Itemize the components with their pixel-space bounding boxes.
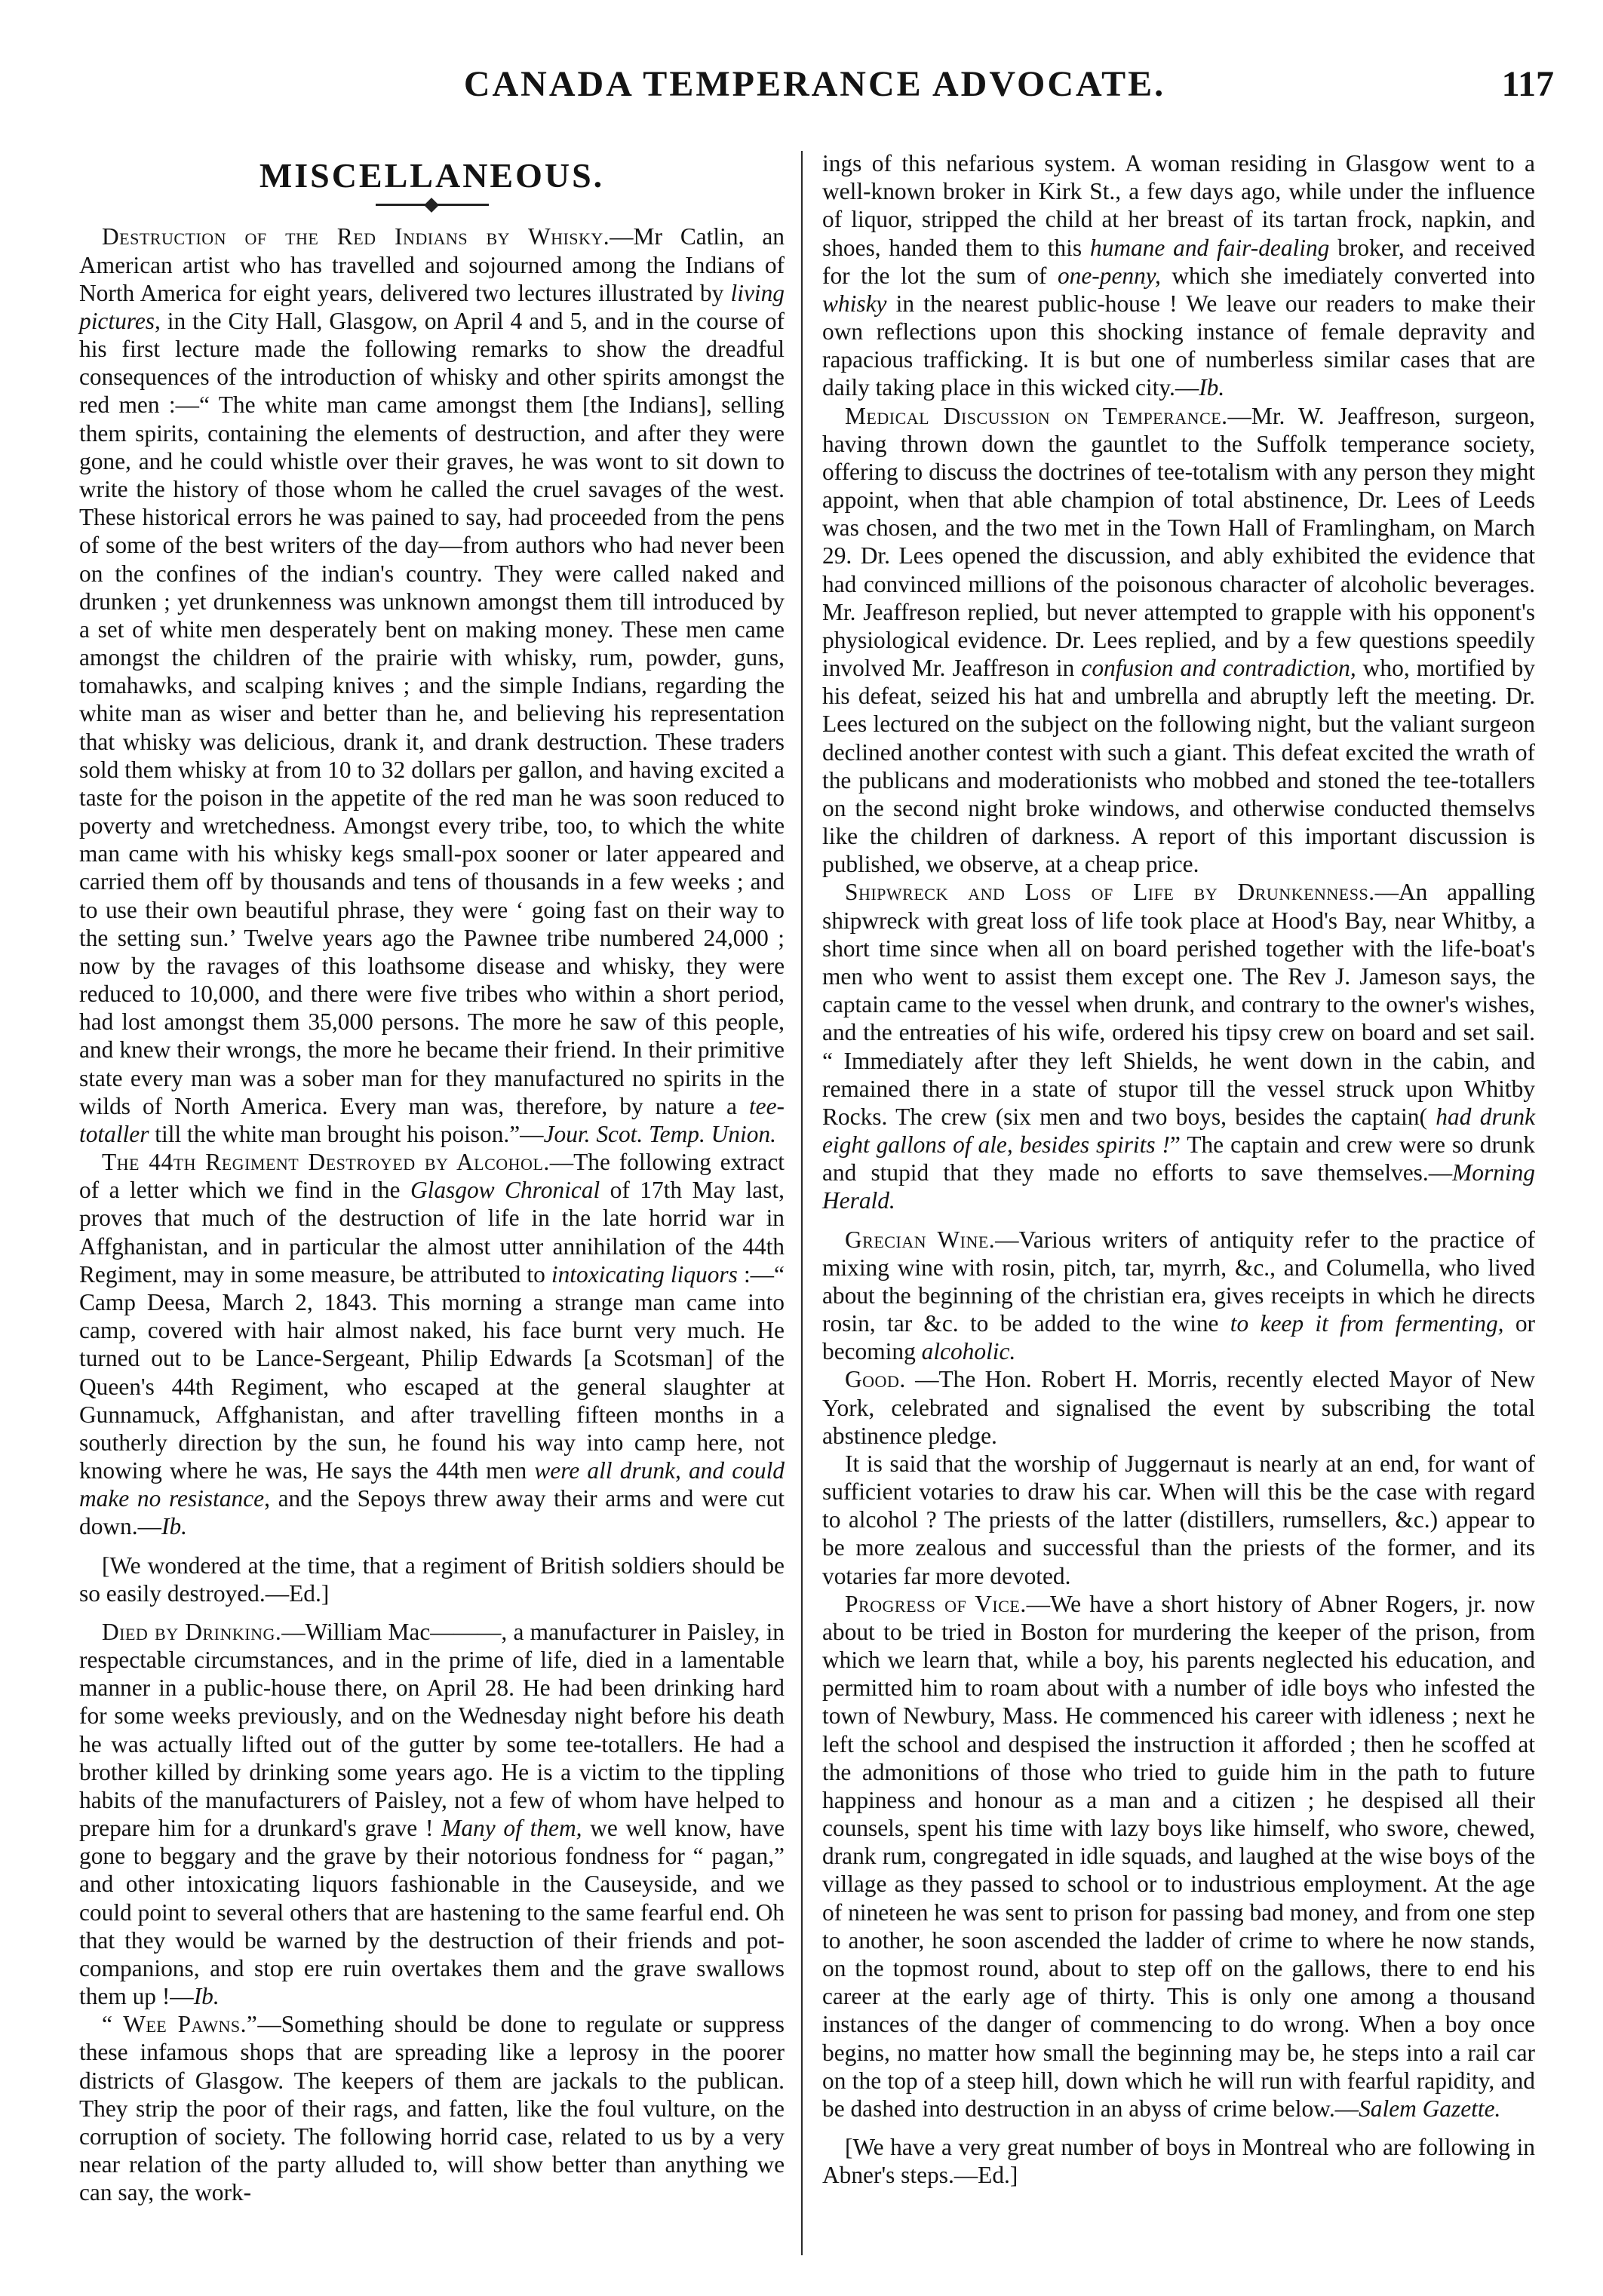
article-text: ings of this nefarious system. A woman residing in Glasgow went to a well-known broker in Kirk St., a few days ago, while under the influence of liquor, stripped the child at her breast of its tartan frock, napkin, and shoes, handed them to this — [822, 150, 1535, 261]
article-source: Salem Gazette. — [1359, 2095, 1501, 2122]
article-emphasis: living pictures — [79, 279, 785, 334]
article-title: Destruction of the Red Indians by Whisky. — [102, 223, 610, 250]
article-text: —Mr Catlin, an American artist who has travelled and sojourned among the Indians of North America for eight years, delivered two lectures illustrated by — [79, 223, 785, 306]
article-grecian-wine — [822, 1226, 1535, 1366]
article-text: —The Hon. Robert H. Morris, recently elected Mayor of New York, celebrated and signalised the event by subscribing the total abstinence pledge. — [822, 1366, 1535, 1449]
article-44th-regiment — [79, 1148, 785, 1540]
article-text: :—“ Camp Deesa, March 2, 1843. This morning a strange man came into camp, covered with hair almost naked, his face burnt very much. He turned out to be Lance-Sergeant, Philip Edwards [a Scotsman] of the Queen's 44th Regiment, who escaped at the general slaughter at Gunnamuck, Affghanistan, and after travelling fifteen months in a southerly direction by the sun, he found his way into camp here, not knowing where he was, He says the 44th men — [79, 1260, 785, 1484]
article-text: —Mr. W. Jeaffreson, surgeon, having thrown down the gauntlet to the Suffolk temperance society, offering to discuss the doctrines of tee-totalism with any person they might appoint, when that able champion of total abstinence, Dr. Lees of Leeds was chosen, and the two met in the Town Hall of Framlingham, on March 29. Dr. Lees opened the discussion, and ably exhibited the evidence that had convinced millions of the poisonous character of alcoholic beverages. Mr. Jeaffreson replied, but never attempted to grapple with his opponent's physiological evidence. Dr. Lees replied, and by a few questions speedily involved Mr. Jeaffreson in — [822, 402, 1535, 682]
page-number: 117 — [1501, 64, 1554, 104]
article-emphasis: alcoholic. — [921, 1338, 1016, 1365]
page-header — [75, 63, 1554, 124]
article-title: Good. — [845, 1366, 906, 1393]
article-text: which she imediately converted into — [1160, 262, 1535, 289]
article-source: Ib. — [193, 1983, 220, 2010]
section-heading: MISCELLANEOUS. — [259, 156, 605, 195]
article-emphasis: were all drunk, and could make no resistance — [79, 1457, 785, 1512]
article-emphasis: to keep it from fermenting, — [1230, 1310, 1504, 1337]
article-text: we well know, have gone to beggary and the grave by their notorious fondness for “ pagan,” and other intoxicating liquors fashionable in the Causeyside, and we could point to several others that are hastening to the same fearful end. Oh that they would be warned by the destruction of their friends and pot-companions, and stop ere ruin overtakes them and the grave swallows them up !— — [79, 1815, 785, 2010]
article-source: Ib. — [1199, 374, 1225, 401]
article-emphasis: one-penny, — [1057, 262, 1161, 289]
article-emphasis: Glasgow Chronical — [410, 1177, 600, 1204]
article-juggernaut: It is said that the worship of Juggernaut is nearly at an end, for want of sufficient votaries to draw his car. When will this be the case with regard to alcohol ? The priests of the latter (distillers, rumsellers, &c.) appear to be more zealous and successful than the priests of the former, and its votaries far more devoted. — [822, 1450, 1535, 1589]
article-title: Shipwreck and Loss of Life by Drunkenness. — [845, 879, 1375, 906]
article-text: broker, and received for the lot the sum of — [822, 234, 1536, 289]
editor-note: [We have a very great number of boys in Montreal who are following in Abner's steps.—Ed.] — [822, 2134, 1535, 2189]
article-title: Medical Discussion on Temperance. — [845, 402, 1228, 429]
article-emphasis: had drunk eight gallons of ale, besides spirits ! — [822, 1103, 1536, 1159]
article-wee-pawns — [79, 2010, 785, 2206]
left-column — [79, 149, 785, 2246]
article-emphasis: tee-totaller — [79, 1092, 785, 1147]
article-text: —An appalling shipwreck with great loss of life took place at Hood's Bay, near Whitby, a short time since when all on board perished together with the life-boat's men who went to assist them except one. The Rev J. Jameson says, the captain came to the vessel when drunk, and contrary to the owner's wishes, and the entreaties of his wife, ordered his tipsy crew on board and set sail. “ Immediately after they left Shields, he went down in the cabin, and remained there in a state of stupor till the vessel struck upon Whitby Rocks. The crew (six men and two boys, besides the captain( — [822, 879, 1535, 1130]
article-source: Morning Herald. — [822, 1159, 1535, 1214]
article-title: Died by Drinking. — [102, 1618, 282, 1645]
article-progress-of-vice — [822, 1590, 1535, 2123]
article-title: “ Wee Pawns.” — [102, 2011, 258, 2038]
editor-note: [We wondered at the time, that a regiment of British soldiers should be so easily destroyed.—Ed.] — [79, 1552, 785, 1607]
article-text: ” The captain and crew were so drunk and stupid that they made no efforts to save themselves.— — [822, 1131, 1535, 1186]
article-title: The 44th Regiment Destroyed by Alcohol. — [102, 1149, 550, 1176]
article-title: Progress of Vice. — [845, 1590, 1027, 1617]
article-emphasis: humane and fair-dealing — [1089, 234, 1330, 261]
article-emphasis: whisky — [822, 290, 887, 317]
article-source: Ib. — [161, 1513, 187, 1540]
article-shipwreck — [822, 878, 1535, 1214]
article-medical-discussion — [822, 402, 1535, 879]
article-source: Jour. Scot. Temp. Union. — [543, 1120, 776, 1147]
article-good — [822, 1365, 1535, 1450]
journal-title: CANADA TEMPERANCE ADVOCATE. — [463, 64, 1166, 104]
right-column — [822, 149, 1535, 2246]
article-text: —The following extract of a letter which we find in the — [79, 1149, 785, 1204]
article-died-by-drinking — [79, 1618, 785, 2010]
article-text: or becoming — [822, 1310, 1536, 1365]
article-text: —Something should be done to regulate or suppress these infamous shops that are spreading like a leprosy in the poorer districts of Glasgow. The keepers of them are jackals to the publican. They strip the poor of their rags, and fatten, like the foul vulture, on the corruption of society. The following horrid case, related to us by a very near relation of the party alluded to, will show better than anything we can say, the work- — [79, 2011, 785, 2206]
article-text: of 17th May last, proves that much of the destruction of life in the late horrid war in Affghanistan, and in particular the almost utter annihilation of the 44th Regiment, may in some measure, be attributed to — [79, 1177, 785, 1288]
article-text: —Various writers of antiquity refer to the practice of mixing wine with rosin, pitch, tar, myrrh, &c., and Columella, who lived about the beginning of the christian era, gives receipts in which he directs rosin, tar &c. to be added to the wine — [822, 1226, 1536, 1337]
article-emphasis: intoxicating liquors — [551, 1260, 738, 1288]
article-red-indians — [79, 223, 785, 1148]
article-title: Grecian Wine. — [845, 1226, 996, 1253]
column-divider — [801, 151, 803, 2255]
article-text: —William Mac———, a manufacturer in Paisley, in respectable circumstances, and in the prime of life, died in a lamentable manner in a public-house there, on April 28. He had been drinking hard for some weeks previously, and on the Wednesday night before his death he was actually lifted out of the gutter by some tee-totallers. He had a brother killed by drinking some years ago. He is a victim to the tippling habits of the manufacturers of Paisley, not a few of whom have helped to prepare him for a drunkard's grave ! — [79, 1618, 785, 1842]
article-text: , in the City Hall, Glasgow, on April 4 and 5, and in the course of his first lecture made the following remarks to show the dreadful consequences of the introduction of whisky and other spirits amongst the red men :—“ The white man came amongst them [the Indians], selling them spirits, containing the elements of destruction, and after they were gone, and he could whistle over their graves, he was wont to sit down to write the history of those whom he called the cruel savages of the west. These historical errors he was pained to say, had proceeded from the pens of some of the best writers of the day—from authors who had never been on the confines of the indian's country. They were called naked and drunken ; yet drunkenness was unknown amongst them till introduced by a set of white men desperately bent on making money. These men came amongst the children of the prairie with whisky, rum, powder, guns, tomahawks, and scalping knives ; and the simple Indians, regarding the white man as wiser and better than he, and believing his representation that whisky was delicious, drank it, and drank destruction. These traders sold them whisky at from 10 to 32 dollars per gallon, and having excited a taste for the poison in the appetite of the red man he was soon reduced to poverty and wretchedness. Amongst every tribe, too, to which the white man came with his whisky kegs small-pox sooner or later appeared and carried them off by thousands and tens of thousands in a few weeks ; and to use their own beautiful phrase, they were ‘ going fast on their way to the setting sun.’ Twelve years ago the Pawnee tribe numbered 24,000 ; now by the ravages of this loathsome disease and whisky, they were reduced to 10,000, and there were five tribes who within a short period, had lost amongst them 35,000 persons. The more he saw of this people, and knew their wrongs, the more he became their friend. In their primitive state every man was a sober man for they manufactured no spirits in the wilds of North America. Every man was, therefore, by nature a — [79, 307, 785, 1119]
article-wee-pawns-continued — [822, 149, 1535, 402]
article-emphasis: confusion and contradiction, — [1081, 655, 1356, 682]
article-text: —We have a short history of Abner Rogers, jr. now about to be tried in Boston for murdering the keeper of the prison, from which we learn that, while a boy, his parents neglected his education, and permitted him to roam about with a number of idle boys who infested the town of Newbury, Mass. He commenced his career with idleness ; next he left the school and despised the instruction it afforded ; then he scoffed at the admonitions of those who tried to guide him in the path to future happiness and honour as a man and a citizen ; he despised all their counsels, spent his time with lazy boys like himself, who swore, chewed, drank rum, congregated in idle squads, and laughed at the wise boys of the village as they passed to school or to industrious employment. At the age of nineteen he was sent to prison for passing bad money, and from one step to another, he soon ascended the ladder of crime to where he now stands, on the topmost round, about to step off on the gallows, there to end his career at the early age of thirty. This is only one among a thousand instances of the danger of commencing to do wrong. When a boy once begins, no matter how small the beginning may be, he steps into a rail car on the top of a steep hill, down which he will run with fearful rapidity, and be dashed into destruction in an abyss of crime below.— — [822, 1590, 1535, 2122]
article-text: , and the Sepoys threw away their arms and were cut down.— — [79, 1485, 785, 1540]
article-text: who, mortified by his defeat, seized his hat and umbrella and abruptly left the meeting. Dr. Lees lectured on the subject on the following night, but the valiant surgeon declined another contest with such a giant. This defeat excited the wrath of the publicans and moderationists who mobbed and stoned the tee-totallers on the second night broke windows, and otherwise conducted themselvs like the children of darkness. A report of this important discussion is published, we observe, at a cheap price. — [822, 655, 1536, 878]
article-text: in the nearest public-house ! We leave our readers to make their own reflections upon this shocking instance of female depravity and rapacious trafficking. It is but one of numberless similar cases that are daily taking place in this wicked city.— — [822, 290, 1535, 401]
article-text: till the white man brought his poison.”— — [149, 1120, 544, 1147]
article-emphasis: Many of them, — [441, 1815, 582, 1842]
heading-ornament-rule — [376, 204, 489, 206]
